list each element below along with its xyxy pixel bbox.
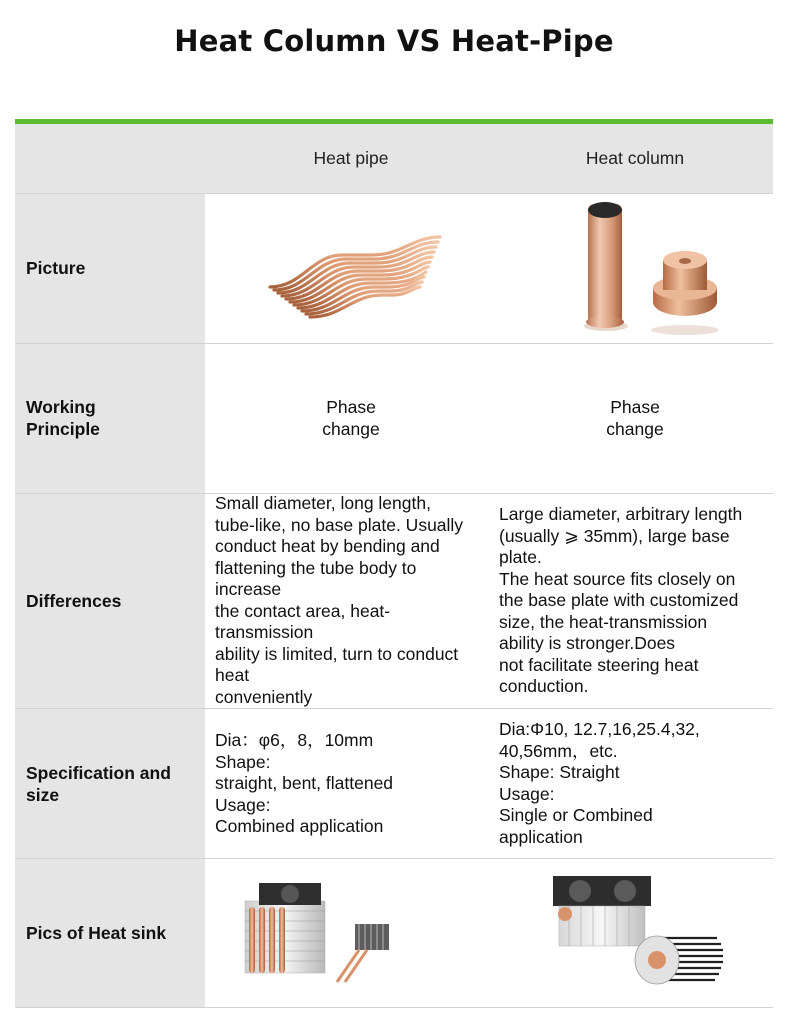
row-divider — [15, 1007, 773, 1008]
row-divider — [15, 343, 773, 344]
row-label-differences: Differences — [26, 591, 122, 611]
copper-heat-pipes-icon — [262, 225, 447, 330]
heat-pipe-specification: Dia：φ6，8，10mm Shape: straight, bent, flattened Usage: Combined application — [215, 730, 394, 836]
heat-column-specification: Dia:Φ10, 12.7,16,25.4,32, 40,56mm，etc. Shape: Straight Usage: Single or Combined application — [499, 719, 700, 847]
row-label-working-principle: Working Principle — [26, 397, 100, 439]
heat-pipe-cpu-cooler-icon — [235, 875, 405, 990]
row-divider — [15, 193, 773, 194]
heat-pipe-differences: Small diameter, long length, tube-like, no base plate. Usually conduct heat by bending and flattening the tube body to increase the contact area, heat- transmission ability is limited, turn to conduct heat conveniently — [215, 493, 464, 707]
row-label-specification: Specification and size — [26, 763, 171, 805]
copper-heat-column-icon — [578, 198, 723, 343]
page-title: Heat Column VS Heat-Pipe — [174, 24, 614, 58]
row-divider — [15, 708, 773, 709]
heat-column-cooler-icon — [545, 868, 730, 998]
heat-column-working-principle: Phase change — [606, 397, 664, 439]
heat-column-differences: Large diameter, arbitrary length (usually ⩾ 35mm), large base plate. The heat source fits closely on the base plate with customized size, the heat-transmission ability is stronger.Does not facilitate steering heat conduction. — [499, 504, 743, 696]
column-header-heat-column: Heat column — [585, 148, 685, 168]
column-header-heat-pipe: Heat pipe — [313, 148, 389, 168]
row-divider — [15, 858, 773, 859]
heat-pipe-working-principle: Phase change — [322, 397, 380, 439]
row-label-heat-sink: Pics of Heat sink — [26, 923, 167, 943]
row-label-picture: Picture — [26, 258, 86, 278]
